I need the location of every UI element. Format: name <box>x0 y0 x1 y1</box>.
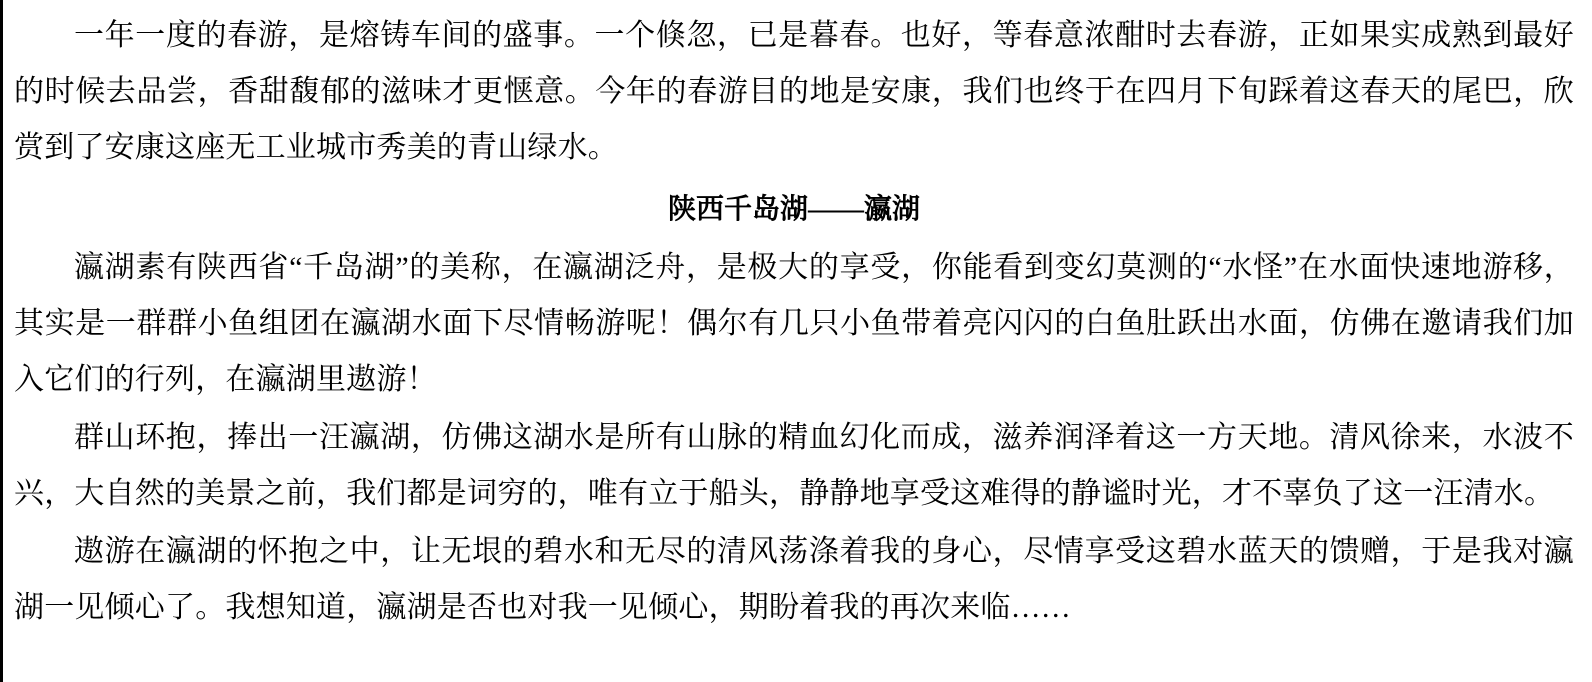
paragraph-intro: 一年一度的春游，是熔铸车间的盛事。一个倏忽，已是暮春。也好，等春意浓酣时去春游，正如果实成熟到最好的时候去品尝，香甜馥郁的滋味才更惬意。今年的春游目的地是安康，我们也终于在四月下旬踩着这春天的尾巴，欣赏到了安康这座无工业城市秀美的青山绿水。 <box>14 19 1574 164</box>
paragraph-lake-description: 瀛湖素有陕西省“千岛湖”的美称，在瀛湖泛舟，是极大的享受，你能看到变幻莫测的“水怪”在水面快速地游移，其实是一群群小鱼组团在瀛湖水面下尽情畅游呢！偶尔有几只小鱼带着亮闪闪的白鱼肚跃出水面，仿佛在邀请我们加入它们的行列，在瀛湖里遨游！ <box>14 251 1574 396</box>
page-left-rule <box>0 0 3 682</box>
section-heading: 陕西千岛湖——瀛湖 <box>667 194 920 225</box>
paragraph-closing: 遨游在瀛湖的怀抱之中，让无垠的碧水和无尽的清风荡涤着我的身心，尽情享受这碧水蓝天的馈赠，于是我对瀛湖一见倾心了。我想知道，瀛湖是否也对我一见倾心，期盼着我的再次来临…… <box>14 535 1574 624</box>
paragraph-mountains: 群山环抱，捧出一汪瀛湖，仿佛这湖水是所有山脉的精血幻化而成，滋养润泽着这一方天地。清风徐来，水波不兴，大自然的美景之前，我们都是词穷的，唯有立于船头，静静地享受这难得的静谧时光，才不辜负了这一汪清水。 <box>14 421 1574 510</box>
